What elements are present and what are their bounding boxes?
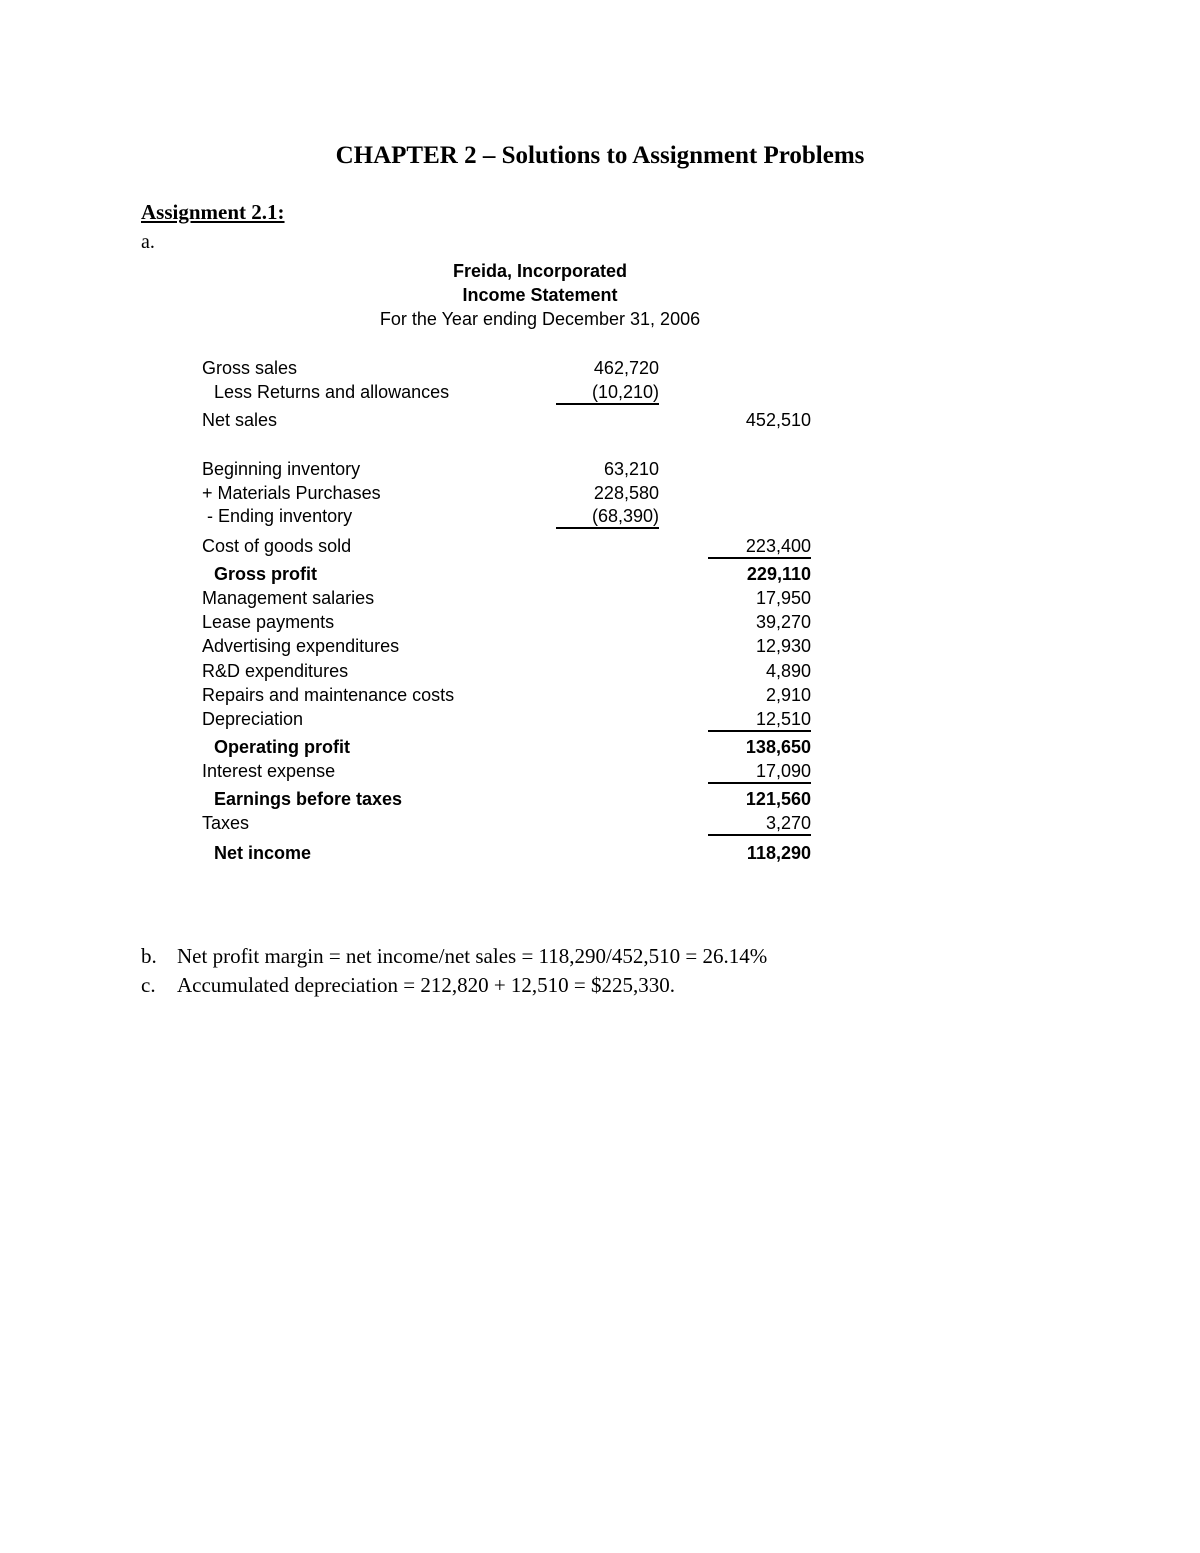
note-b-text: Net profit margin = net income/net sales = 118,290/452,510 = 26.14% <box>177 944 768 968</box>
note-c-marker: c. <box>141 973 156 997</box>
row-total: 121,560 <box>745 789 811 809</box>
row-label: Beginning inventory <box>202 459 361 479</box>
statement-row-cogs <box>0 536 1200 560</box>
statement-row-management-salaries <box>0 588 1200 612</box>
statement-row-net-sales <box>0 410 1200 434</box>
row-label: Lease payments <box>202 612 335 632</box>
statement-name: Income Statement <box>462 285 618 305</box>
row-total: 12,510 <box>708 709 811 732</box>
row-total: 4,890 <box>765 661 811 681</box>
statement-row-lease-payments <box>0 612 1200 636</box>
row-label: Management salaries <box>202 588 375 608</box>
note-b-marker: b. <box>141 944 157 968</box>
row-label: Interest expense <box>202 761 336 781</box>
statement-row-rd <box>0 661 1200 685</box>
row-label: Operating profit <box>214 737 350 757</box>
statement-row-ending-inventory <box>0 506 1200 530</box>
row-label: Advertising expenditures <box>202 636 400 656</box>
statement-row-net-income <box>0 843 1200 867</box>
row-amount: 462,720 <box>593 358 659 378</box>
row-total: 39,270 <box>755 612 811 632</box>
row-total: 452,510 <box>745 410 811 430</box>
part-a-marker: a. <box>141 231 155 253</box>
row-label: Less Returns and allowances <box>214 382 450 402</box>
row-total: 118,290 <box>746 843 811 863</box>
row-label: Gross sales <box>202 358 298 378</box>
statement-row-taxes <box>0 813 1200 837</box>
row-total: 223,400 <box>708 536 811 559</box>
row-total: 12,930 <box>755 636 811 656</box>
statement-row-beginning-inventory <box>0 459 1200 483</box>
statement-row-depreciation <box>0 709 1200 733</box>
row-label: Net sales <box>202 410 278 430</box>
row-total: 17,090 <box>708 761 811 784</box>
statement-row-gross-sales <box>0 358 1200 382</box>
statement-row-advertising <box>0 636 1200 660</box>
statement-row-operating-profit <box>0 737 1200 761</box>
row-amount: 228,580 <box>593 483 659 503</box>
row-label: Depreciation <box>202 709 304 729</box>
assignment-heading: Assignment 2.1: <box>141 200 285 224</box>
row-label: Cost of goods sold <box>202 536 352 556</box>
row-total: 2,910 <box>765 685 811 705</box>
row-label: Earnings before taxes <box>214 789 403 809</box>
row-label: - Ending inventory <box>202 506 353 526</box>
row-total: 229,110 <box>746 564 811 584</box>
row-label: + Materials Purchases <box>202 483 381 503</box>
row-total: 3,270 <box>708 813 811 836</box>
row-label: Taxes <box>202 813 250 833</box>
company-name: Freida, Incorporated <box>452 261 628 281</box>
statement-row-materials-purchases <box>0 483 1200 507</box>
row-total: 138,650 <box>745 737 811 757</box>
row-amount: (10,210) <box>556 382 659 405</box>
note-c-text: Accumulated depreciation = 212,820 + 12,510 = $225,330. <box>177 973 676 997</box>
row-label: R&D expenditures <box>202 661 349 681</box>
statement-row-returns <box>0 382 1200 406</box>
note-c <box>141 973 675 998</box>
row-amount: 63,210 <box>603 459 659 479</box>
note-b <box>141 944 767 969</box>
statement-row-ebt <box>0 789 1200 813</box>
statement-row-gross-profit <box>0 564 1200 588</box>
row-label: Net income <box>214 843 312 863</box>
row-amount: (68,390) <box>556 506 659 529</box>
statement-row-repairs <box>0 685 1200 709</box>
row-total: 17,950 <box>755 588 811 608</box>
statement-period: For the Year ending December 31, 2006 <box>379 309 701 329</box>
row-label: Gross profit <box>214 564 318 584</box>
row-label: Repairs and maintenance costs <box>202 685 455 705</box>
statement-row-interest-expense <box>0 761 1200 785</box>
page-title: CHAPTER 2 – Solutions to Assignment Problems <box>335 142 865 169</box>
